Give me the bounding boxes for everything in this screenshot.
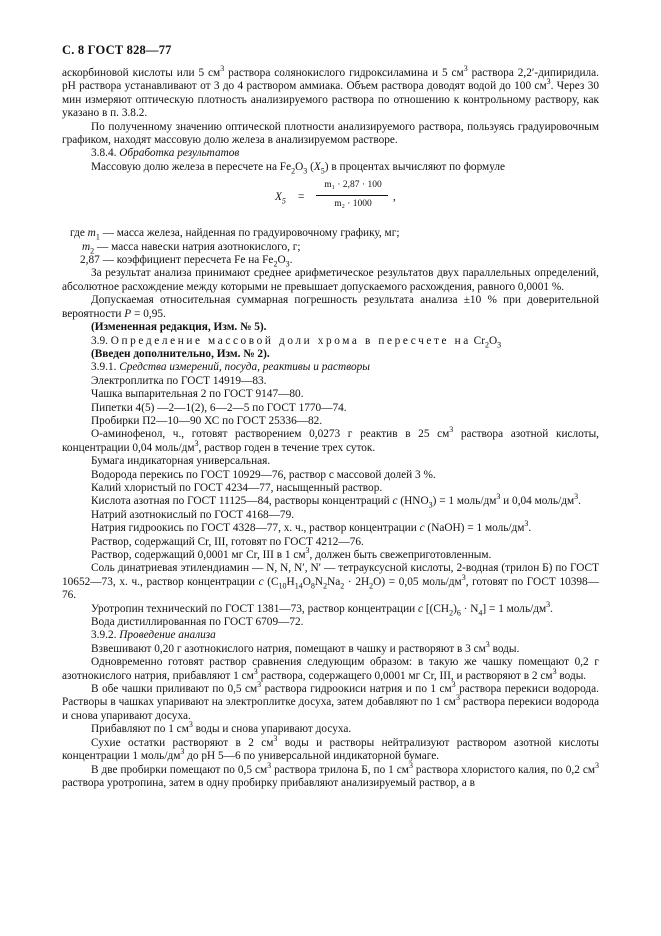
document-body <box>62 64 600 790</box>
paragraph-15: Чашка выпарительная 2 по ГОСТ 9147—80. <box>91 388 304 401</box>
paragraph-17: Пробирки П2—10—90 ХС по ГОСТ 25336—82. <box>91 414 323 427</box>
paragraph-19: Бумага индикаторная универсальная. <box>91 455 271 468</box>
paragraph-25: Раствор, содержащий Cr, III, готовят по ГОСТ 4212—76. <box>91 535 364 548</box>
paragraph-28: Уротропин технический по ГОСТ 1381—73, раствор концентрации c $[(CH_2)_6 \cdot N_4] = 1$ моль/$дм^3$. <box>91 599 553 617</box>
paragraph-34: Прибавляют по 1 $см^3$ воды и снова упаривают досуха. <box>91 720 352 736</box>
paragraph-20: Водорода перекись по ГОСТ 10929—76, раствор с массовой долей 3 %. <box>91 468 436 481</box>
paragraph-13: 3.9.1. Средства измерений, посуда, реактивы и растворы <box>91 361 370 374</box>
formula-x5 <box>62 177 599 223</box>
paragraph-32: Одновременно готовят раствор сравнения следующим образом: в такую же чашку помещают 0,2 г азотнокислого натрия, прибавляют 1 $см^3$ раствора, содержащего 0,0001 мг Cr, III, и растворяют в 2 $см^3$ воды. <box>62 656 599 682</box>
formula-trail: , <box>393 191 396 204</box>
formula-numerator: m₁ · 2,87 · 100 <box>324 180 382 191</box>
paragraph-10: (Измененная редакция, Изм. № 5). <box>91 321 267 334</box>
paragraph-22: Кислота азотная по ГОСТ 11125—84, растворы концентраций c $(HNO_3) = 1$ моль/$дм^3$ и 0,04 моль/$дм^3$. <box>91 492 581 510</box>
page-header: С. 8 ГОСТ 828—77 <box>62 43 172 57</box>
paragraph-5: где $m_1$ — масса железа, найденная по градуировочному графику, мг; <box>70 227 400 242</box>
paragraph-3: Массовую долю железа в пересчете на $Fe_2O_3$ $(X_5)$ в процентах вычисляют по формуле <box>91 160 506 176</box>
paragraph-24: Натрия гидроокись по ГОСТ 4328—77, х. ч., раствор концентрации c (NaOH) = 1 моль/$дм^3$. <box>91 519 532 535</box>
paragraph-7: 2,87 — коэффициент пересчета Fe на $Fe_2O_3$. <box>80 254 293 269</box>
paragraph-36: В две пробирки помещают по 0,5 $см^3$ раствора трилона Б, по 1 $см^3$ раствора хлористого калия, по 0,2 $см^3$ раствора уротропина, затем в одну пробирку прибавляют анализируемый раствор, а в <box>62 760 600 789</box>
paragraph-6: $m_2$ — масса навески натрия азотнокислого, г; <box>82 240 301 255</box>
paragraph-2: 3.8.4. Обработка результатов <box>91 147 240 160</box>
paragraph-35: Сухие остатки растворяют в 2 $см^3$ воды и растворы нейтрализуют раствором азотной кислоты концентрации 1 моль/$дм^3$ до рН 5—6 по универсальной индикаторной бумаге. <box>62 733 600 763</box>
paragraph-8: За результат анализа принимают среднее арифметическое результатов двух параллельных определений, абсолютное расхождение между которыми не превышает допускаемого расхождения, равного 0,0001 %. <box>62 267 599 293</box>
paragraph-16: Пипетки 4(5) —2—1(2), 6—2—5 по ГОСТ 1770—74. <box>91 401 347 414</box>
paragraph-31: Взвешивают 0,20 г азотнокислого натрия, помещают в чашку и растворяют в 3 $см^3$ воды. <box>91 640 520 655</box>
paragraph-9: Допускаемая относительная суммарная погрешность результата анализа ±10 % при доверительной вероятности P = 0,95. <box>62 294 599 320</box>
paragraph-27: Соль динатриевая этилендиамин — N, N, N′, N′ — тетрауксусной кислоты, 2-водная (трилон Б) по ГОСТ 10652—73, х. ч., раствор концентрации c $(C_{10}H_{14}O_8N_2Na_2 \cdot 2H_2O) = 0,05$ моль/$дм^3$, готовят по ГОСТ 10398—76. <box>62 562 599 602</box>
paragraph-12: (Введен дополнительно, Изм. № 2). <box>91 347 270 360</box>
paragraph-26: Раствор, содержащий 0,0001 мг Cr, III в 1 $см^3$, должен быть свежеприготовленным. <box>91 546 492 561</box>
paragraph-33: В обе чашки приливают по 0,5 $см^3$ раствора гидроокиси натрия и по 1 $см^3$ раствора перекиси водорода. Растворы в чашках упаривают на электроплитке досуха, затем добавляют по 1 $см^3$ раствора перекиси водорода и снова упаривают досуха. <box>62 680 599 722</box>
formula-equals: = <box>298 191 305 204</box>
paragraph-0: аскорбиновой кислоты или 5 $см^3$ раствора солянокислого гидроксиламина и 5 $см^3$ раствора 2,2′-дипиридила. рН раствора устанавливают от 3 до 4 раствором аммиака. Объем раствора доводят водой до 100 $см^3$. Через 30 мин измеряют оптическую плотность анализируемого раствора по отношению к контрольному раствору, как указано в п. 3.8.2. <box>62 64 600 120</box>
formula-lhs: $X_5$ <box>275 191 286 206</box>
paragraph-1: По полученному значению оптической плотности анализируемого раствора, пользуясь градуировочным графиком, находят массовую долю железа в анализируемом растворе. <box>62 120 599 147</box>
paragraph-11: 3.9. Определение массовой доли хрома в пересчете на $Cr_2O_3$ <box>91 334 502 349</box>
paragraph-29: Вода дистиллированная по ГОСТ 6709—72. <box>91 616 304 629</box>
paragraph-18: О-аминофенол, ч., готовят растворением 0,0273 г реактив в 25 $см^3$ раствора азотной кислоты, концентрации 0,04 моль/$дм^3$, раствор годен в течение трех суток. <box>62 425 599 454</box>
paragraph-23: Натрий азотнокислый по ГОСТ 4168—79. <box>91 508 295 521</box>
formula-denominator: m₂ · 1000 <box>334 199 372 210</box>
paragraph-30: 3.9.2. Проведение анализа <box>91 629 216 642</box>
paragraph-14: Электроплитка по ГОСТ 14919—83. <box>91 374 267 387</box>
paragraph-21: Калий хлористый по ГОСТ 4234—77, насыщенный раствор. <box>91 481 383 494</box>
formula-fraction-bar <box>316 195 388 196</box>
